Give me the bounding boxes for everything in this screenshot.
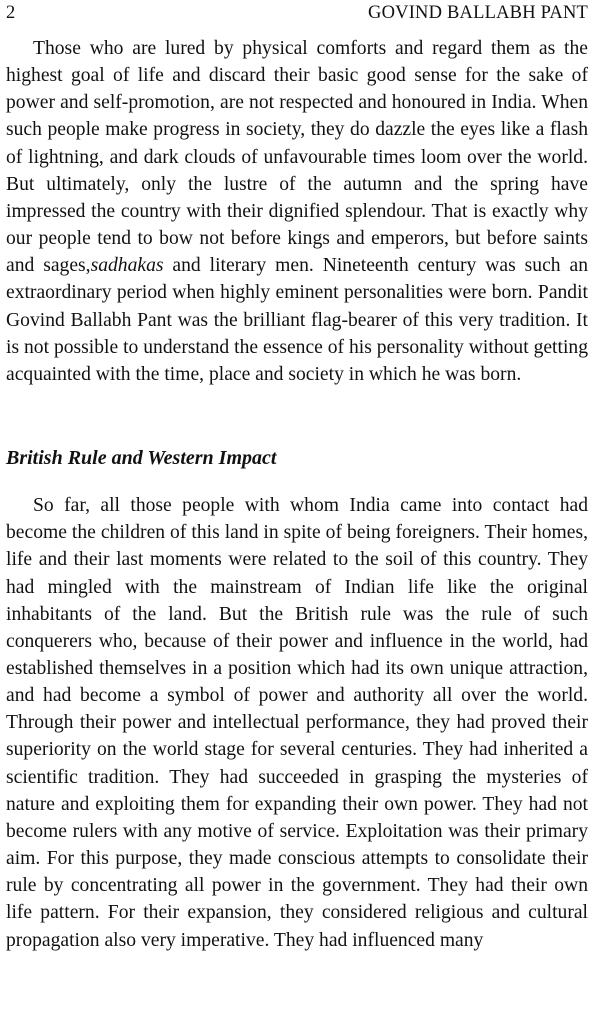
- section-heading: British Rule and Western Impact: [6, 447, 277, 470]
- italic-term-sadhakas: sadhakas: [90, 255, 164, 277]
- paragraph-1-text-start: Those who are lured by physical comforts and regard them as the highest goal of life and discard their basic good sense for the sake of power and self-promotion, are not respected and honoured in India. When such people make progress in society, they do dazzle the eyes like a flash of lightning, and dark clouds of unfavourable times loom over the world. But ultimately, only the lustre of the autumn and the spring have impressed the country with their dignified splendour. That is exactly why our people tend to bow not before kings and emperors, but before saints and sages,: [6, 38, 588, 277]
- body-paragraph-2: So far, all those people with whom India came into contact had become the children of this land in spite of being foreigners. Their homes, life and their last moments were related to the soil of this country. They had mingled with the mainstream of Indian life like the original inhabitants of the land. But the British rule was the rule of such conquerers who, because of their power and influence in the world, had established themselves in a position which had its own unique attraction, and had become a symbol of power and authority all over the world. Through their power and intellectual performance, they had proved their superiority on the world stage for several centuries. They had inherited a scientific tradition. They had succeeded in grasping the mysteries of nature and exploiting them for expanding their own power. They had not become rulers with any motive of service. Exploitation was their primary aim. For this purpose, they made conscious attempts to consolidate their rule by concentrating all power in the government. They had their own life pattern. For their expansion, they considered religious and cultural propagation also very imperative. They had influenced many: [6, 495, 588, 951]
- paragraph-1-text-end: and literary men. Nineteenth century was such an extraordinary period when highly eminent personalities were born. Pandit Govind Ballabh Pant was the brilliant flag-bearer of this very tradition. It is not possible to understand the essence of his personality without getting acquainted with the time, place and society in which he was born.: [6, 255, 588, 385]
- running-head: [6, 0, 588, 26]
- body-paragraph-1: [6, 35, 588, 388]
- running-title: GOVIND BALLABH PANT: [368, 3, 588, 23]
- page-number: 2: [6, 3, 16, 23]
